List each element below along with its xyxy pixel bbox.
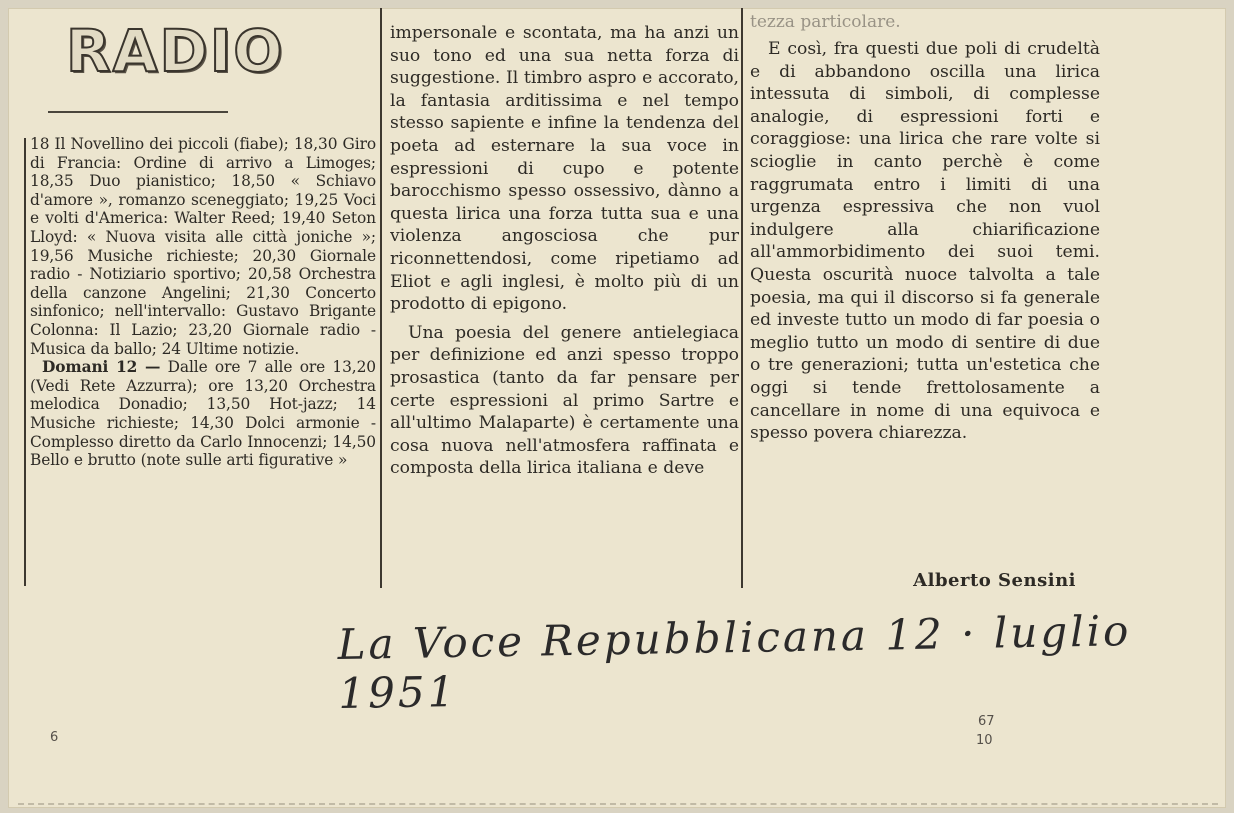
schedule-tomorrow-heading: Domani 12 —: [42, 358, 161, 377]
article-paragraph: E così, fra questi due poli di crudeltà e di abbandono oscilla una lirica intessuta di simboli, di complesse analogie, di espressioni forti e coraggiose: una lirica che rare volte si scioglie in canto perchè è come raggrumata entro i limiti di una urgenza espressiva che non vuol indulgere alla chiarificazione all'ammorbidimento dei suoi temi. Questa oscurità nuoce talvolta a tale poesia, ma qui il discorso si fa generale ed investe tutto un modo di far poesia o meglio tutto un modo di sentire di due o tre generazioni; tutta un'estetica che oggi si tende frettolosamente a cancellare in nome di una equivoca e spesso povera chiarezza.: [750, 39, 1100, 444]
schedule-today: 18 Il Novellino dei piccoli (fiabe); 18,30 Giro di Francia: Ordine di arrivo a Limoges; 18,35 Duo pianistico; 18,50 « Schiavo d'amore », romanzo sceneggiato; 19,25 Voci e volti d'America: Walter Reed; 19,40 Seton Lloyd: « Nuova visita alle città joniche »; 19,56 Musiche richieste; 20,30 Giornale radio - Notiziario sportivo; 20,58 Orchestra della canzone Angelini; 21,30 Concerto sinfonico; nell'intervallo: Gustavo Brigante Colonna: Il Lazio; 23,20 Giornale radio - Musica da ballo; 24 Ultime notizie.: [30, 135, 376, 358]
section-masthead: RADIO: [66, 17, 285, 85]
margin-mark-right-top: 67: [978, 714, 995, 729]
author-signature: Alberto Sensini: [913, 570, 1076, 591]
left-column-rule: [24, 138, 26, 586]
article-column-right: [750, 38, 1100, 578]
schedule-tomorrow: [30, 358, 376, 470]
masthead-underline: [48, 111, 228, 113]
margin-mark-right-bottom: 10: [976, 733, 993, 748]
article-paragraph: impersonale e scontata, ma ha anzi un suo tono ed una sua netta forza di suggestione. Il timbro aspro e accorato, la fantasia arditissima e nel tempo stesso sapiente e infine la tendenza del poeta ad esternare la sua voce in espressioni di cupo e potente barocchismo spesso ossessivo, dànno a questa lirica una forza tutta sua e una violenza angosciosa che pur riconnettendosi, come ripetiamo ad Eliot e agli inglesi, è molto più di un prodotto di epigono.: [390, 23, 739, 315]
radio-schedule-column: [30, 135, 376, 593]
article-paragraph: Una poesia del genere antielegiaca per definizione ed anzi spesso troppo prosastica (tanto da far pensare per certe espressioni al primo Sartre e all'ultimo Malaparte) è certamente una cosa nuova nell'atmosfera raffinata e composta della lirica italiana e deve: [390, 322, 739, 479]
column-divider-2: [741, 8, 743, 588]
margin-mark-left: 6: [50, 730, 59, 745]
article-column-middle: [390, 22, 739, 594]
cut-off-text-fragment: tezza particolare.: [750, 12, 901, 32]
handwritten-source-note: La Voce Repubblicana 12 · luglio 1951: [337, 606, 1132, 718]
schedule-tomorrow-text: Dalle ore 7 alle ore 13,20 (Vedi Rete Azzurra); ore 13,20 Orchestra melodica Donadio; 13,50 Hot-jazz; 14 Musiche richieste; 14,30 Dolci armonie - Complesso diretto da Carlo Innocenzi; 14,50 Bello e brutto (note sulle arti figurative »: [30, 358, 376, 470]
column-divider-1: [380, 8, 382, 588]
newspaper-clipping: [8, 8, 1226, 808]
torn-edge: [18, 803, 1218, 805]
